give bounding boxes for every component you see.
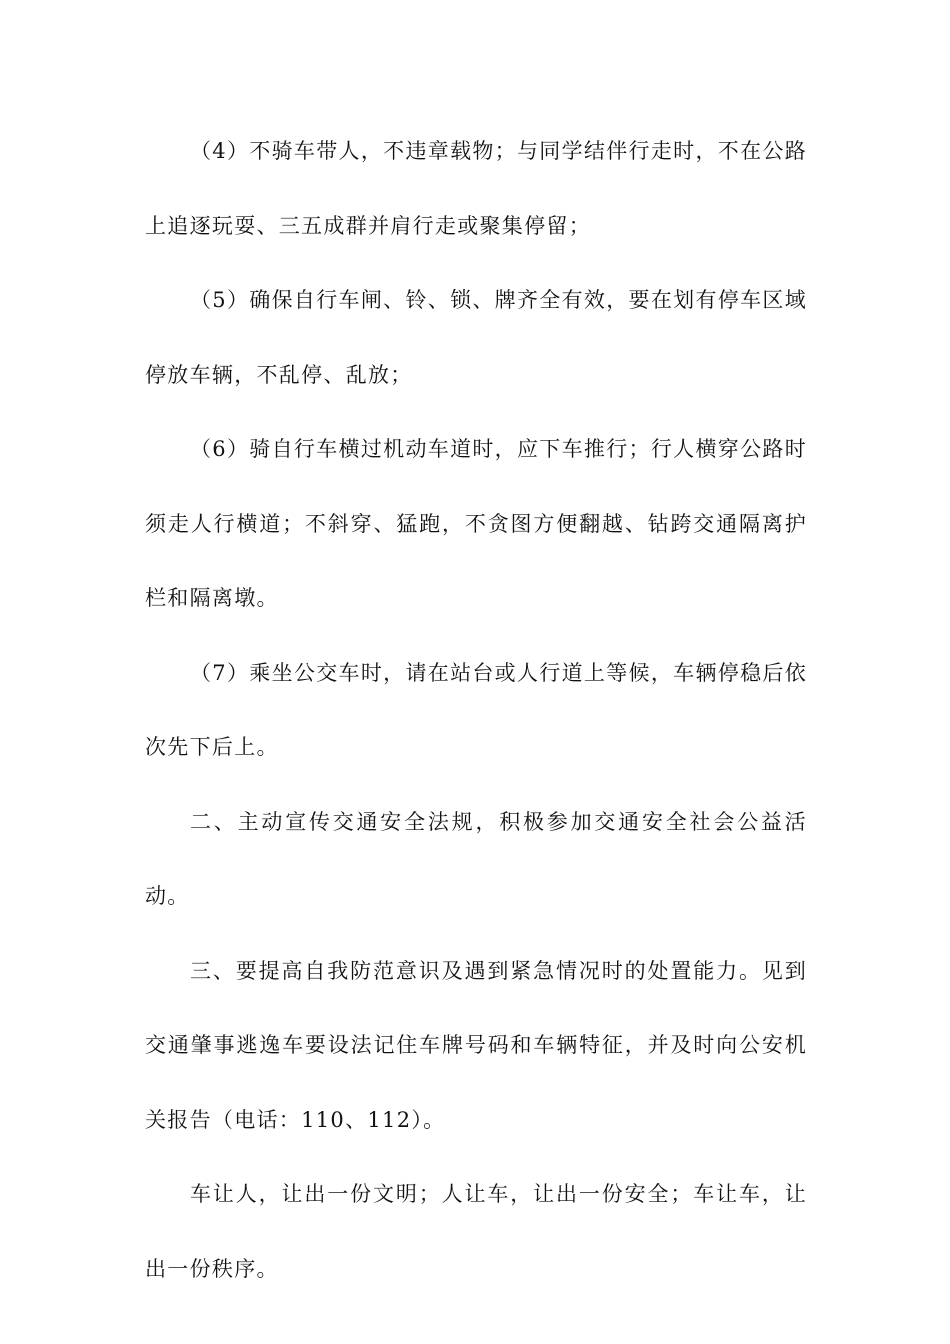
paragraph-rule-4: （4）不骑车带人，不违章载物；与同学结伴行走时，不在公路上追逐玩耍、三五成群并肩行走或聚集停留； bbox=[145, 139, 807, 238]
document-page bbox=[145, 114, 807, 1306]
paragraph-rule-7: （7）乘坐公交车时，请在站台或人行道上等候，车辆停稳后依次先下后上。 bbox=[145, 660, 807, 759]
paragraph-section-2: 二、主动宣传交通安全法规，积极参加交通安全社会公益活动。 bbox=[145, 809, 807, 908]
paragraph-rule-6: （6）骑自行车横过机动车道时，应下车推行；行人横穿公路时须走人行横道；不斜穿、猛跑，不贪图方便翻越、钻跨交通隔离护栏和隔离墩。 bbox=[145, 437, 807, 610]
paragraph-rule-5: （5）确保自行车闸、铃、锁、牌齐全有效，要在划有停车区域停放车辆，不乱停、乱放； bbox=[145, 288, 807, 387]
paragraph-closing-slogan: 车让人，让出一份文明；人让车，让出一份安全；车让车，让出一份秩序。 bbox=[145, 1182, 807, 1281]
paragraph-section-3: 三、要提高自我防范意识及遇到紧急情况时的处置能力。见到交通肇事逃逸车要设法记住车牌号码和车辆特征，并及时向公安机关报告（电话：110、112）。 bbox=[145, 958, 807, 1132]
